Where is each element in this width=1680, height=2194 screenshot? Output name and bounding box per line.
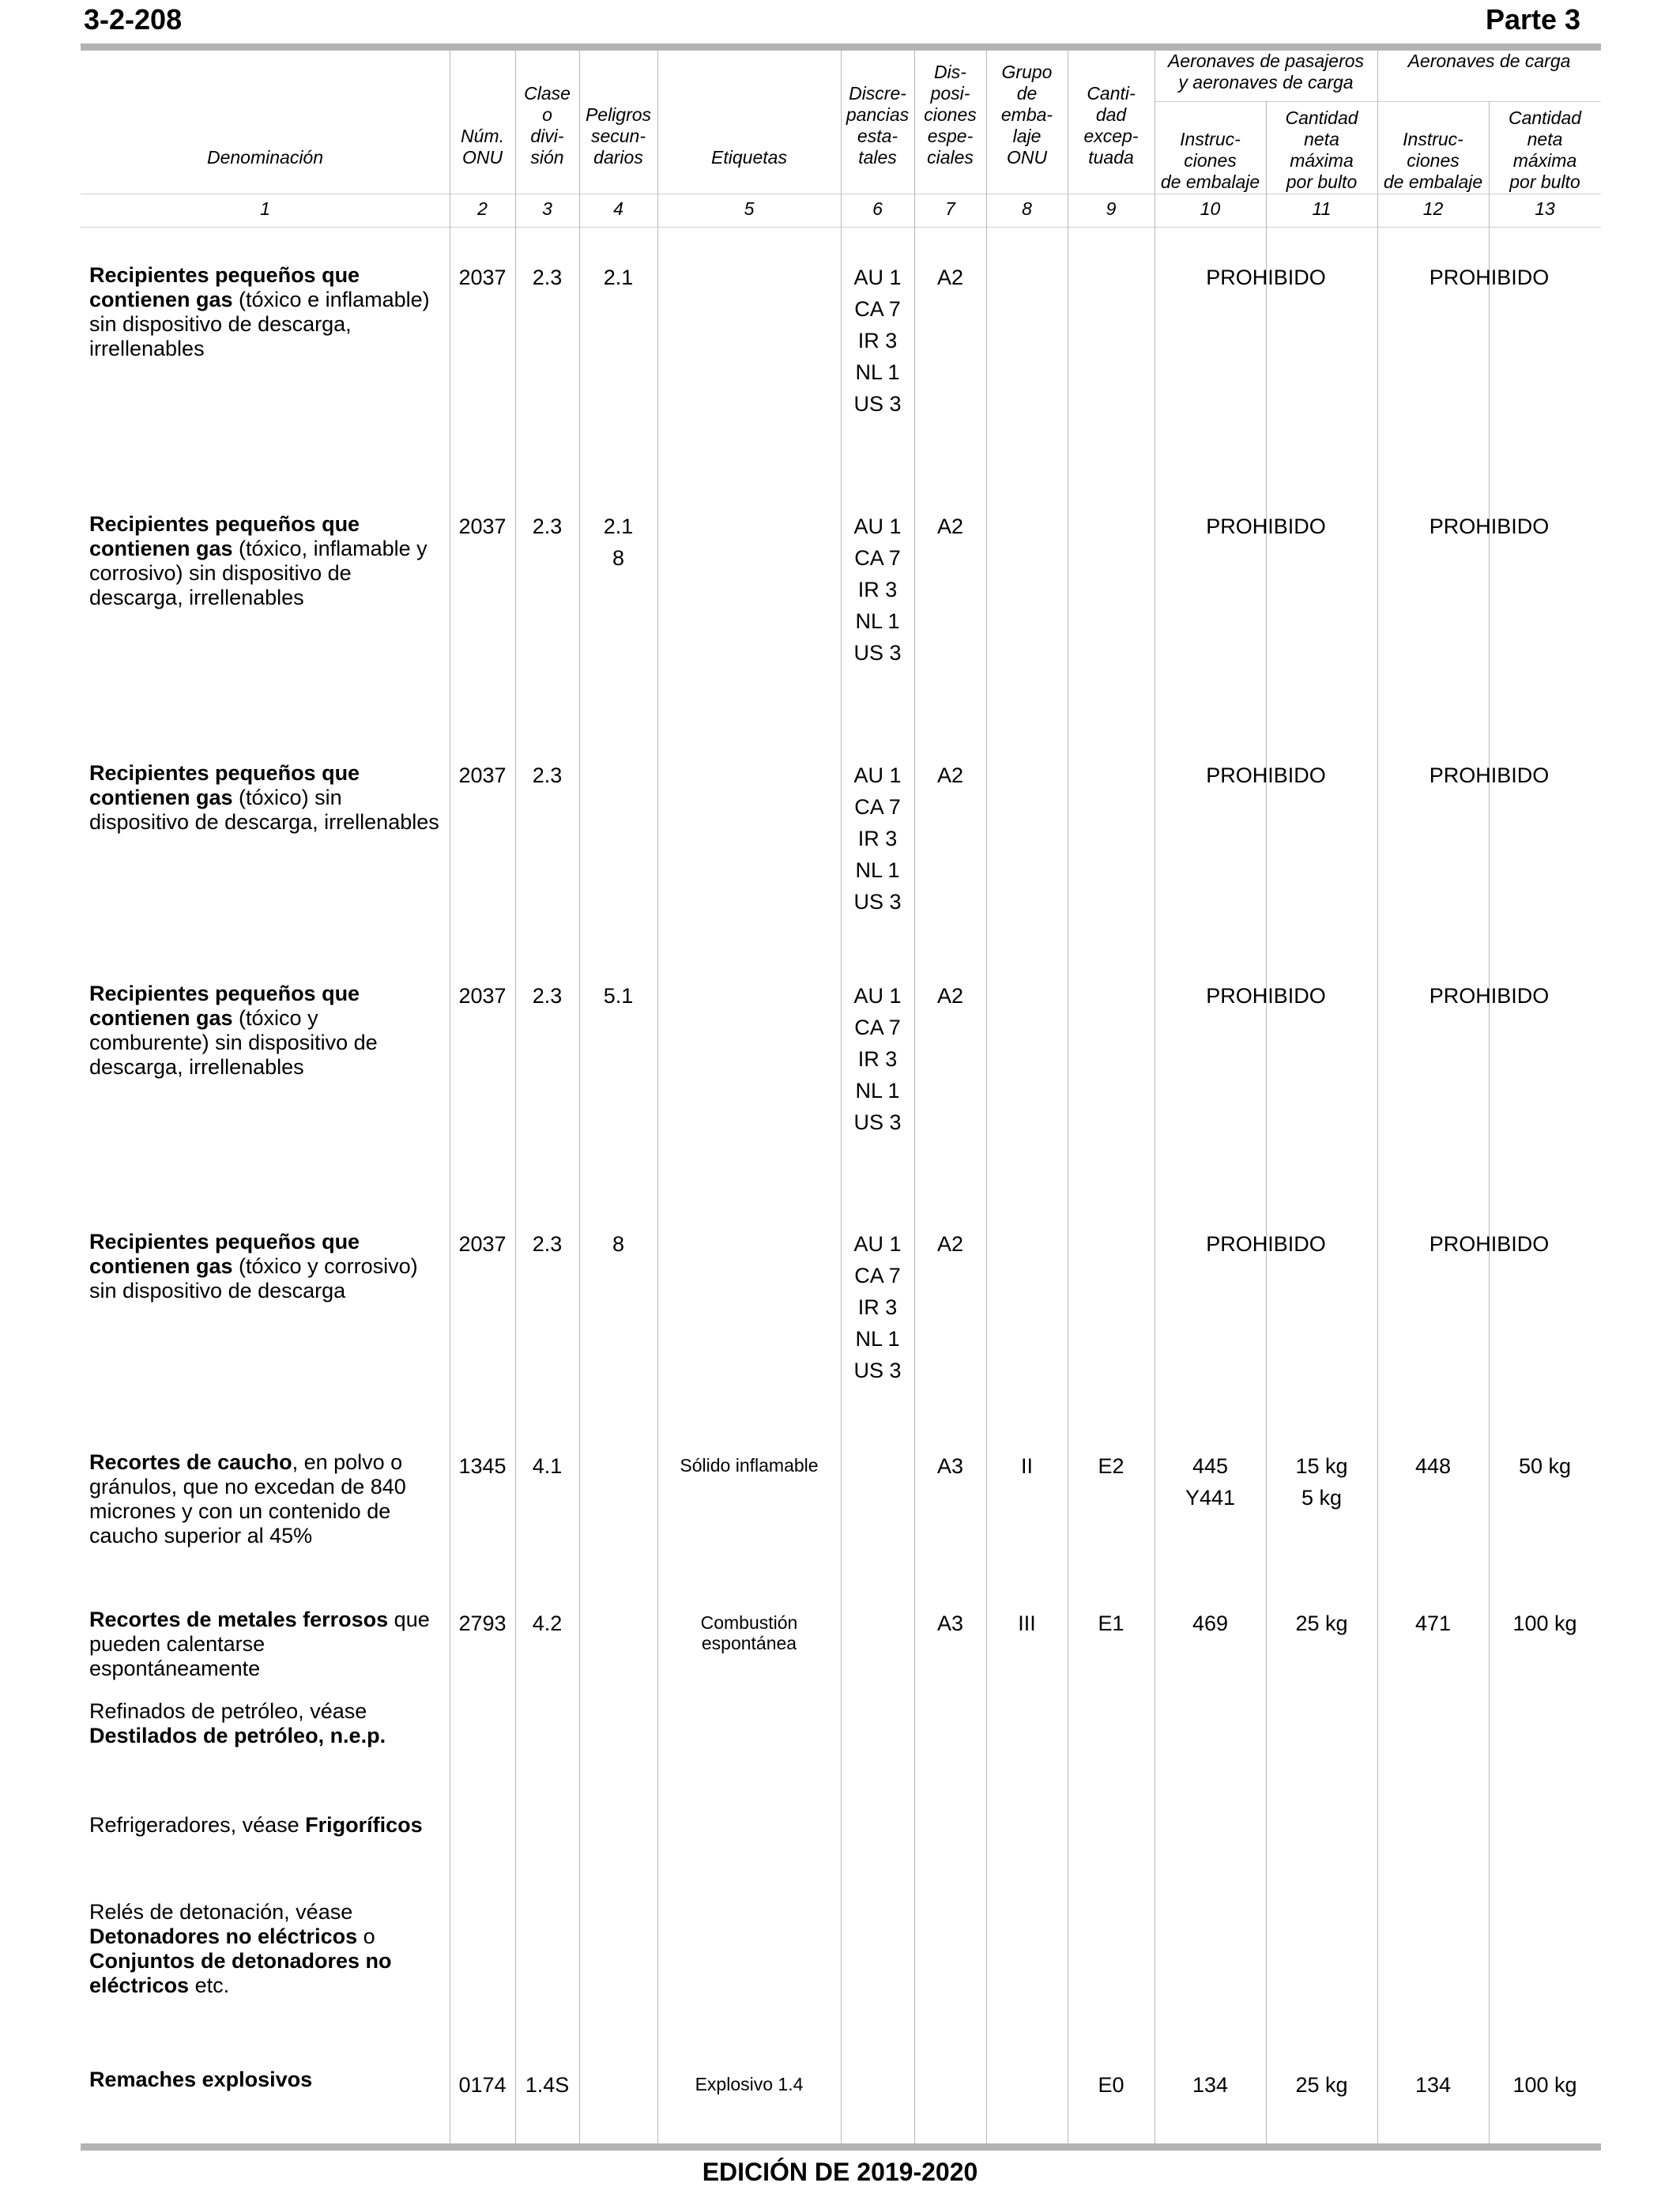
class-division: 4.2 <box>532 1612 563 1635</box>
un-number: 2037 <box>458 763 507 787</box>
hazard-label: Explosivo 1.4 <box>695 2074 804 2094</box>
col-line <box>579 49 580 2143</box>
denominacion-cell: Recortes de caucho, en polvo o gránulos, que no excedan de 840 micrones y con un contenido de caucho superior al 45% <box>89 1450 406 1547</box>
cargo-max-quantity: 100 kg <box>1512 1612 1577 1635</box>
cross-reference: Relés de detonación, véase Detonadores no eléctricos o Conjuntos de detonadores no eléctricos etc. <box>89 1900 392 1997</box>
un-number: 0174 <box>458 2073 507 2097</box>
cargo-packing-instruction: 471 <box>1414 1612 1452 1635</box>
column-number: 7 <box>945 198 955 219</box>
hazard-label: Combustión espontánea <box>700 1612 798 1653</box>
page-number: 3-2-208 <box>84 3 183 36</box>
edition-footer: EDICIÓN DE 2019-2020 <box>702 2158 978 2186</box>
header-num-onu: Núm. ONU <box>461 126 504 168</box>
group-header-divider <box>1155 101 1601 102</box>
denominacion-cell: Recipientes pequeños que contienen gas (tóxico y corrosivo) sin dispositivo de descarga <box>89 1230 418 1302</box>
excepted-quantity: E0 <box>1098 2073 1124 2097</box>
excepted-quantity: E2 <box>1098 1454 1124 1478</box>
passenger-forbidden: PROHIBIDO <box>1206 266 1326 289</box>
col-line <box>515 49 516 2143</box>
header-cantidad-exceptuada: Canti- dad excep- tuada <box>1083 83 1139 168</box>
class-division: 2.3 <box>532 984 563 1008</box>
class-division: 2.3 <box>532 266 563 289</box>
cargo-forbidden: PROHIBIDO <box>1429 515 1550 538</box>
secondary-hazards: 2.1 8 <box>603 515 634 570</box>
class-division: 4.1 <box>532 1454 563 1478</box>
column-number: 1 <box>260 198 270 219</box>
cargo-max-quantity: 100 kg <box>1512 2073 1577 2097</box>
special-provisions: A2 <box>936 266 964 289</box>
denominacion-cell: Recipientes pequeños que contienen gas (tóxico, inflamable y corrosivo) sin dispositivo de descarga, irrellenables <box>89 512 428 609</box>
un-number: 2037 <box>458 515 507 538</box>
denominacion-cell: Recipientes pequeños que contienen gas (tóxico y comburente) sin dispositivo de descarga, irrellenables <box>89 982 378 1079</box>
special-provisions: A2 <box>936 984 964 1008</box>
header-aeronaves-pasajeros: Aeronaves de pasajeros y aeronaves de carga <box>1167 51 1365 92</box>
un-number: 2793 <box>458 1612 507 1635</box>
special-provisions: A3 <box>936 1612 964 1635</box>
packing-group: II <box>1020 1454 1033 1478</box>
state-variations: AU 1 CA 7 IR 3 NL 1 US 3 <box>853 515 902 665</box>
denominacion-cell: Recipientes pequeños que contienen gas (tóxico) sin dispositivo de descarga, irrellenables <box>89 761 439 834</box>
cargo-forbidden: PROHIBIDO <box>1429 763 1550 787</box>
passenger-forbidden: PROHIBIDO <box>1206 1232 1326 1256</box>
header-peligros: Peligros secun- darios <box>585 104 652 168</box>
col-line <box>1489 101 1490 2143</box>
excepted-quantity: E1 <box>1098 1612 1124 1635</box>
cargo-forbidden: PROHIBIDO <box>1429 266 1550 289</box>
passenger-packing-instruction: 445 Y441 <box>1185 1454 1236 1510</box>
column-number: 9 <box>1106 198 1117 219</box>
part-label: Parte 3 <box>1486 3 1581 36</box>
bottom-rule <box>81 2143 1601 2151</box>
header-etiquetas: Etiquetas <box>711 147 787 168</box>
passenger-forbidden: PROHIBIDO <box>1206 515 1326 538</box>
column-number: 8 <box>1022 198 1032 219</box>
special-provisions: A2 <box>936 515 964 538</box>
secondary-hazards: 2.1 <box>603 266 634 289</box>
cargo-packing-instruction: 448 <box>1414 1454 1452 1478</box>
class-division: 2.3 <box>532 763 563 787</box>
column-number: 3 <box>542 198 552 219</box>
hazard-label: Sólido inflamable <box>680 1455 819 1476</box>
state-variations: AU 1 CA 7 IR 3 NL 1 US 3 <box>853 984 902 1134</box>
header-denominacion: Denominación <box>206 147 324 168</box>
cargo-forbidden: PROHIBIDO <box>1429 984 1550 1008</box>
class-division: 2.3 <box>532 515 563 538</box>
passenger-forbidden: PROHIBIDO <box>1206 763 1326 787</box>
state-variations: AU 1 CA 7 IR 3 NL 1 US 3 <box>853 266 902 416</box>
column-number: 10 <box>1200 198 1221 219</box>
denominacion-cell: Recortes de metales ferrosos que pueden calentarse espontáneamente <box>89 1608 430 1680</box>
passenger-max-quantity: 15 kg 5 kg <box>1295 1454 1348 1510</box>
header-discrepancias: Discre- pancias esta- tales <box>846 83 910 168</box>
un-number: 2037 <box>458 266 507 289</box>
special-provisions: A2 <box>936 763 964 787</box>
header-instrucciones-pasajeros: Instruc- ciones de embalaje <box>1160 129 1260 192</box>
cross-reference: Refrigeradores, véase Frigoríficos <box>89 1813 423 1837</box>
cargo-max-quantity: 50 kg <box>1518 1454 1572 1478</box>
col-line <box>914 49 915 2143</box>
column-number: 13 <box>1535 198 1555 219</box>
passenger-forbidden: PROHIBIDO <box>1206 984 1326 1008</box>
header-cantidad-carga: Cantidad neta máxima por bulto <box>1508 107 1582 192</box>
cross-reference: Refinados de petróleo, véase Destilados de petróleo, n.e.p. <box>89 1699 386 1747</box>
passenger-packing-instruction: 134 <box>1192 2073 1229 2097</box>
col-line <box>1266 101 1267 2143</box>
cargo-forbidden: PROHIBIDO <box>1429 1232 1550 1256</box>
column-number: 4 <box>613 198 623 219</box>
class-division: 1.4S <box>525 2073 570 2097</box>
cargo-packing-instruction: 134 <box>1414 2073 1452 2097</box>
special-provisions: A3 <box>936 1454 964 1478</box>
denominacion-cell: Remaches explosivos <box>89 2068 313 2091</box>
header-aeronaves-carga: Aeronaves de carga <box>1407 51 1571 71</box>
packing-group: III <box>1018 1612 1036 1635</box>
secondary-hazards: 5.1 <box>603 984 634 1008</box>
class-division: 2.3 <box>532 1232 563 1256</box>
column-number: 5 <box>744 198 755 219</box>
column-number: 12 <box>1422 198 1444 219</box>
column-number: 6 <box>872 198 883 219</box>
header-disposiciones: Dis- posi- ciones espe- ciales <box>924 62 977 168</box>
column-number: 2 <box>477 198 488 219</box>
col-line <box>657 49 658 2143</box>
passenger-packing-instruction: 469 <box>1192 1612 1229 1635</box>
header-clase: Clase o divi- sión <box>524 83 571 168</box>
passenger-max-quantity: 25 kg <box>1295 2073 1348 2097</box>
un-number: 2037 <box>458 984 507 1008</box>
state-variations: AU 1 CA 7 IR 3 NL 1 US 3 <box>853 763 902 914</box>
special-provisions: A2 <box>936 1232 964 1256</box>
col-line <box>986 49 987 2143</box>
header-grupo-embalaje: Grupo de emba- laje ONU <box>1000 62 1053 168</box>
un-number: 1345 <box>458 1454 507 1478</box>
un-number: 2037 <box>458 1232 507 1256</box>
passenger-max-quantity: 25 kg <box>1295 1612 1348 1635</box>
secondary-hazards: 8 <box>612 1232 625 1256</box>
col-line <box>1377 49 1378 2143</box>
column-number: 11 <box>1312 198 1332 219</box>
state-variations: AU 1 CA 7 IR 3 NL 1 US 3 <box>853 1232 902 1382</box>
header-cantidad-pasajeros: Cantidad neta máxima por bulto <box>1285 107 1358 192</box>
header-instrucciones-carga: Instruc- ciones de embalaje <box>1383 129 1483 192</box>
denominacion-cell: Recipientes pequeños que contienen gas (tóxico e inflamable) sin dispositivo de descarga, irrellenables <box>89 263 430 360</box>
